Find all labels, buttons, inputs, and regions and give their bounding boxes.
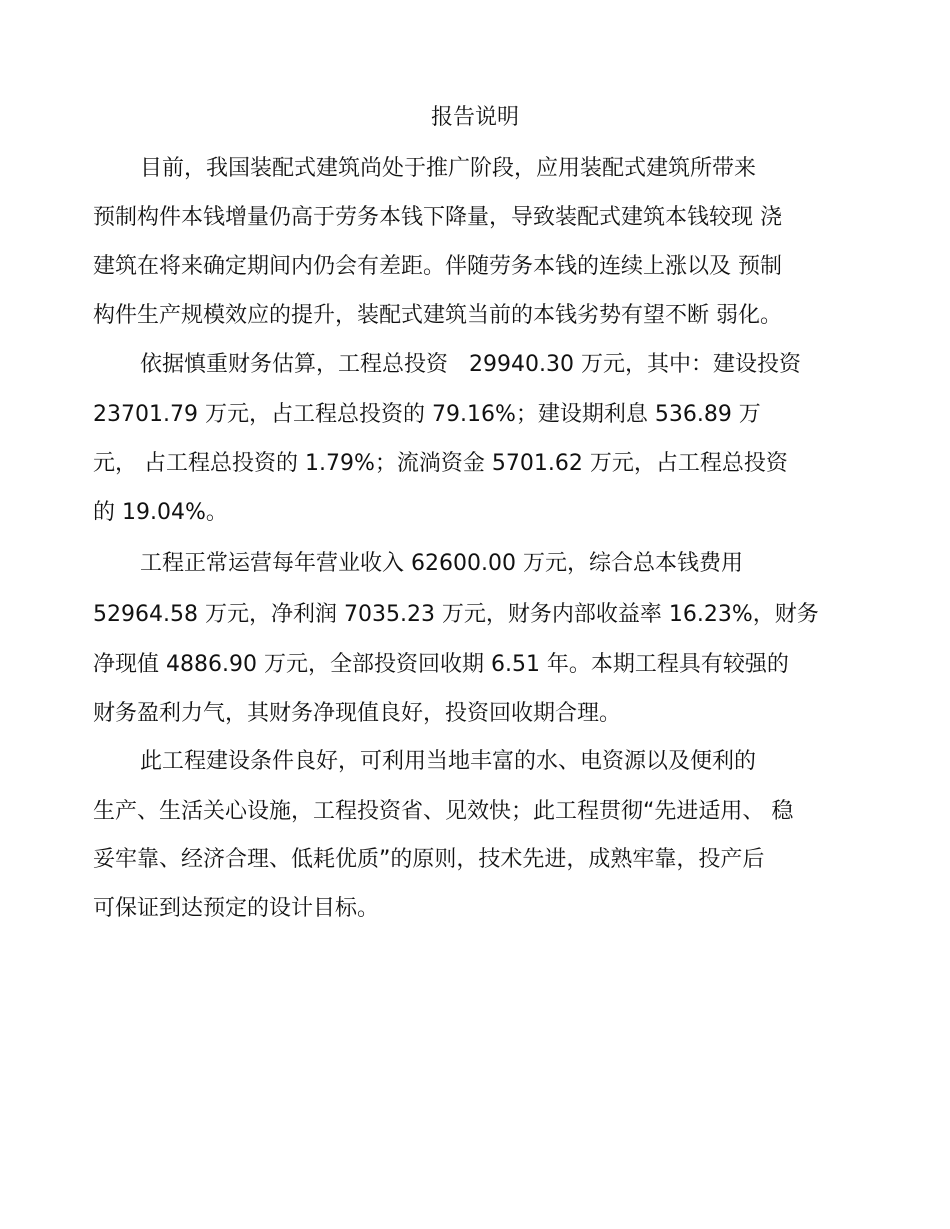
paragraph-3-line-4: 财务盈利力气，其财务净现值良好，投资回收期合理。 xyxy=(93,701,622,726)
paragraph-4-line-1: 此工程建设条件良好，可利用当地丰富的水、电资源以及便利的 xyxy=(140,749,757,774)
paragraph-3-line-2: 52964.58 万元，净利润 7035.23 万元，财务内部收益率 16.23%，财务 xyxy=(93,602,819,627)
paragraph-2-line-3: 元， 占工程总投资的 1.79%；流淌资金 5701.62 万元，占工程总投资 xyxy=(93,451,788,476)
paragraph-3-line-3: 净现值 4886.90 万元，全部投资回收期 6.51 年。本期工程具有较强的 xyxy=(93,652,789,677)
paragraph-2-line-1: 依据慎重财务估算，工程总投资 29940.30 万元，其中：建设投资 xyxy=(140,352,801,377)
paragraph-1-line-4: 构件生产规模效应的提升，装配式建筑当前的本钱劣势有望不断 弱化。 xyxy=(93,303,782,328)
paragraph-2-line-4: 的 19.04%。 xyxy=(93,500,228,525)
paragraph-2-line-2: 23701.79 万元，占工程总投资的 79.16%；建设期利息 536.89 万 xyxy=(93,402,761,427)
paragraph-1-line-1: 目前，我国装配式建筑尚处于推广阶段，应用装配式建筑所带来 xyxy=(140,156,757,181)
report-title: 报告说明 xyxy=(430,105,519,130)
paragraph-4-line-2: 生产、生活关心设施，工程投资省、见效快；此工程贯彻“先进适用、 稳 xyxy=(93,799,794,824)
paragraph-4-line-4: 可保证到达预定的设计目标。 xyxy=(93,896,380,921)
paragraph-1-line-3: 建筑在将来确定期间内仍会有差距。伴随劳务本钱的连续上涨以及 预制 xyxy=(93,254,782,279)
paragraph-1-line-2: 预制构件本钱增量仍高于劳务本钱下降量，导致装配式建筑本钱较现 浇 xyxy=(93,205,782,230)
paragraph-4-line-3: 妥牢靠、经济合理、低耗优质”的原则，技术先进，成熟牢靠，投产后 xyxy=(93,847,765,872)
paragraph-3-line-1: 工程正常运营每年营业收入 62600.00 万元，综合总本钱费用 xyxy=(140,551,743,576)
